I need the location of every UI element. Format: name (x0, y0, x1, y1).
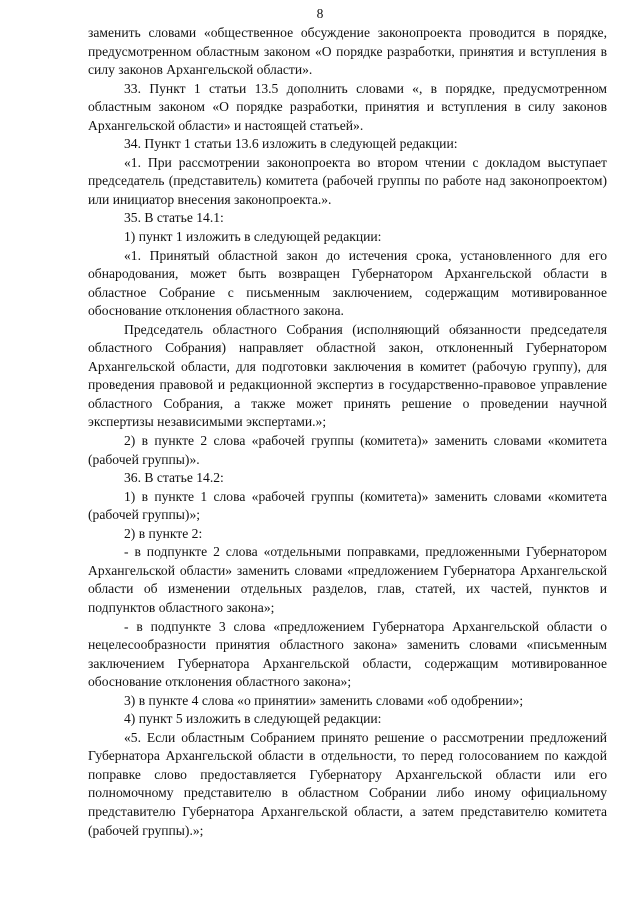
paragraph-item-33: 33. Пункт 1 статьи 13.5 дополнить словами «, в порядке, предусмотренном областным законом «О порядке разработки, принятия и вступления в силу законов Архангельской области» и настоящей статьей». (88, 80, 607, 133)
paragraph-item-36-2: 2) в пункте 2: (124, 525, 203, 541)
paragraph-item-35-2: 2) в пункте 2 слова «рабочей группы (комитета)» заменить словами «комитета (рабочей группы)». (88, 433, 607, 467)
paragraph-item-34: 34. Пункт 1 статьи 13.6 изложить в следующей редакции: (124, 136, 458, 152)
paragraph-item-36-3: 3) в пункте 4 слова «о принятии» заменить словами «об одобрении»; (124, 692, 524, 708)
paragraph-item-36-2-sub3: - в подпункте 3 слова «предложением Губернатора Архангельской области о нецелесообразности принятия областного закона» заменить словами «письменным заключением Губернатора Архангельской области, содержащим мотивированное обоснование отклонения областного закона»; (88, 618, 607, 690)
paragraph-item-36-4-text: «5. Если областным Собранием принято решение о рассмотрении предложений Губернатора Архангельской области в отдельности, то перед голосованием по каждой поправке слово предоставляется Губернатору Архангельской области или его полномочному представителю в областном Собрании либо иному официальному представителю Губернатора Архангельской области, а затем представителю комитета (рабочей группы).»; (88, 729, 607, 838)
paragraph-item-35-1: 1) пункт 1 изложить в следующей редакции: (124, 229, 382, 245)
paragraph-item-35: 35. В статье 14.1: (124, 210, 224, 226)
document-body (88, 24, 607, 840)
paragraph-item-36-1: 1) в пункте 1 слова «рабочей группы (комитета)» заменить словами «комитета (рабочей группы)»; (88, 488, 607, 523)
paragraph-item-36-4: 4) пункт 5 изложить в следующей редакции: (124, 711, 382, 727)
paragraph-item-35-1-text-2: Председатель областного Собрания (исполняющий обязанности председателя областного Собрания) направляет областной закон, отклоненный Губернатором Архангельской области, для подготовки заключения в комитет (рабочую группу), для проведения правовой и редакционной экспертиз в государственно-правовое управление областного Собрания, а также может принять решение о проведении научной экспертизы независимыми экспертами.»; (88, 321, 607, 430)
paragraph-item-35-1-text: «1. Принятый областной закон до истечения срока, установленного для его обнародования, может быть возвращен Губернатором Архангельской области в областное Собрание с письменным заключением, содержащим мотивированное обоснование отклонения областного закона. (88, 247, 607, 319)
page-number: 8 (316, 6, 324, 21)
paragraph-continuation: заменить словами «общественное обсуждение законопроекта проводится в порядке, предусмотренном областным законом «О порядке разработки, принятия и вступления в силу законов Архангельской области». (88, 25, 607, 78)
paragraph-item-34-text: «1. При рассмотрении законопроекта во втором чтении с докладом выступает председатель (представитель) комитета (рабочей группы по работе над законопроектом) или инициатор внесения законопроекта.». (88, 154, 607, 207)
paragraph-item-36-2-sub2: - в подпункте 2 слова «отдельными поправками, предложенными Губернатором Архангельской области» заменить словами «предложением Губернатора Архангельской области об изменении отдельных разделов, глав, статей, их частей, пунктов и подпунктов областного закона»; (88, 544, 607, 615)
paragraph-item-36: 36. В статье 14.2: (124, 470, 224, 486)
